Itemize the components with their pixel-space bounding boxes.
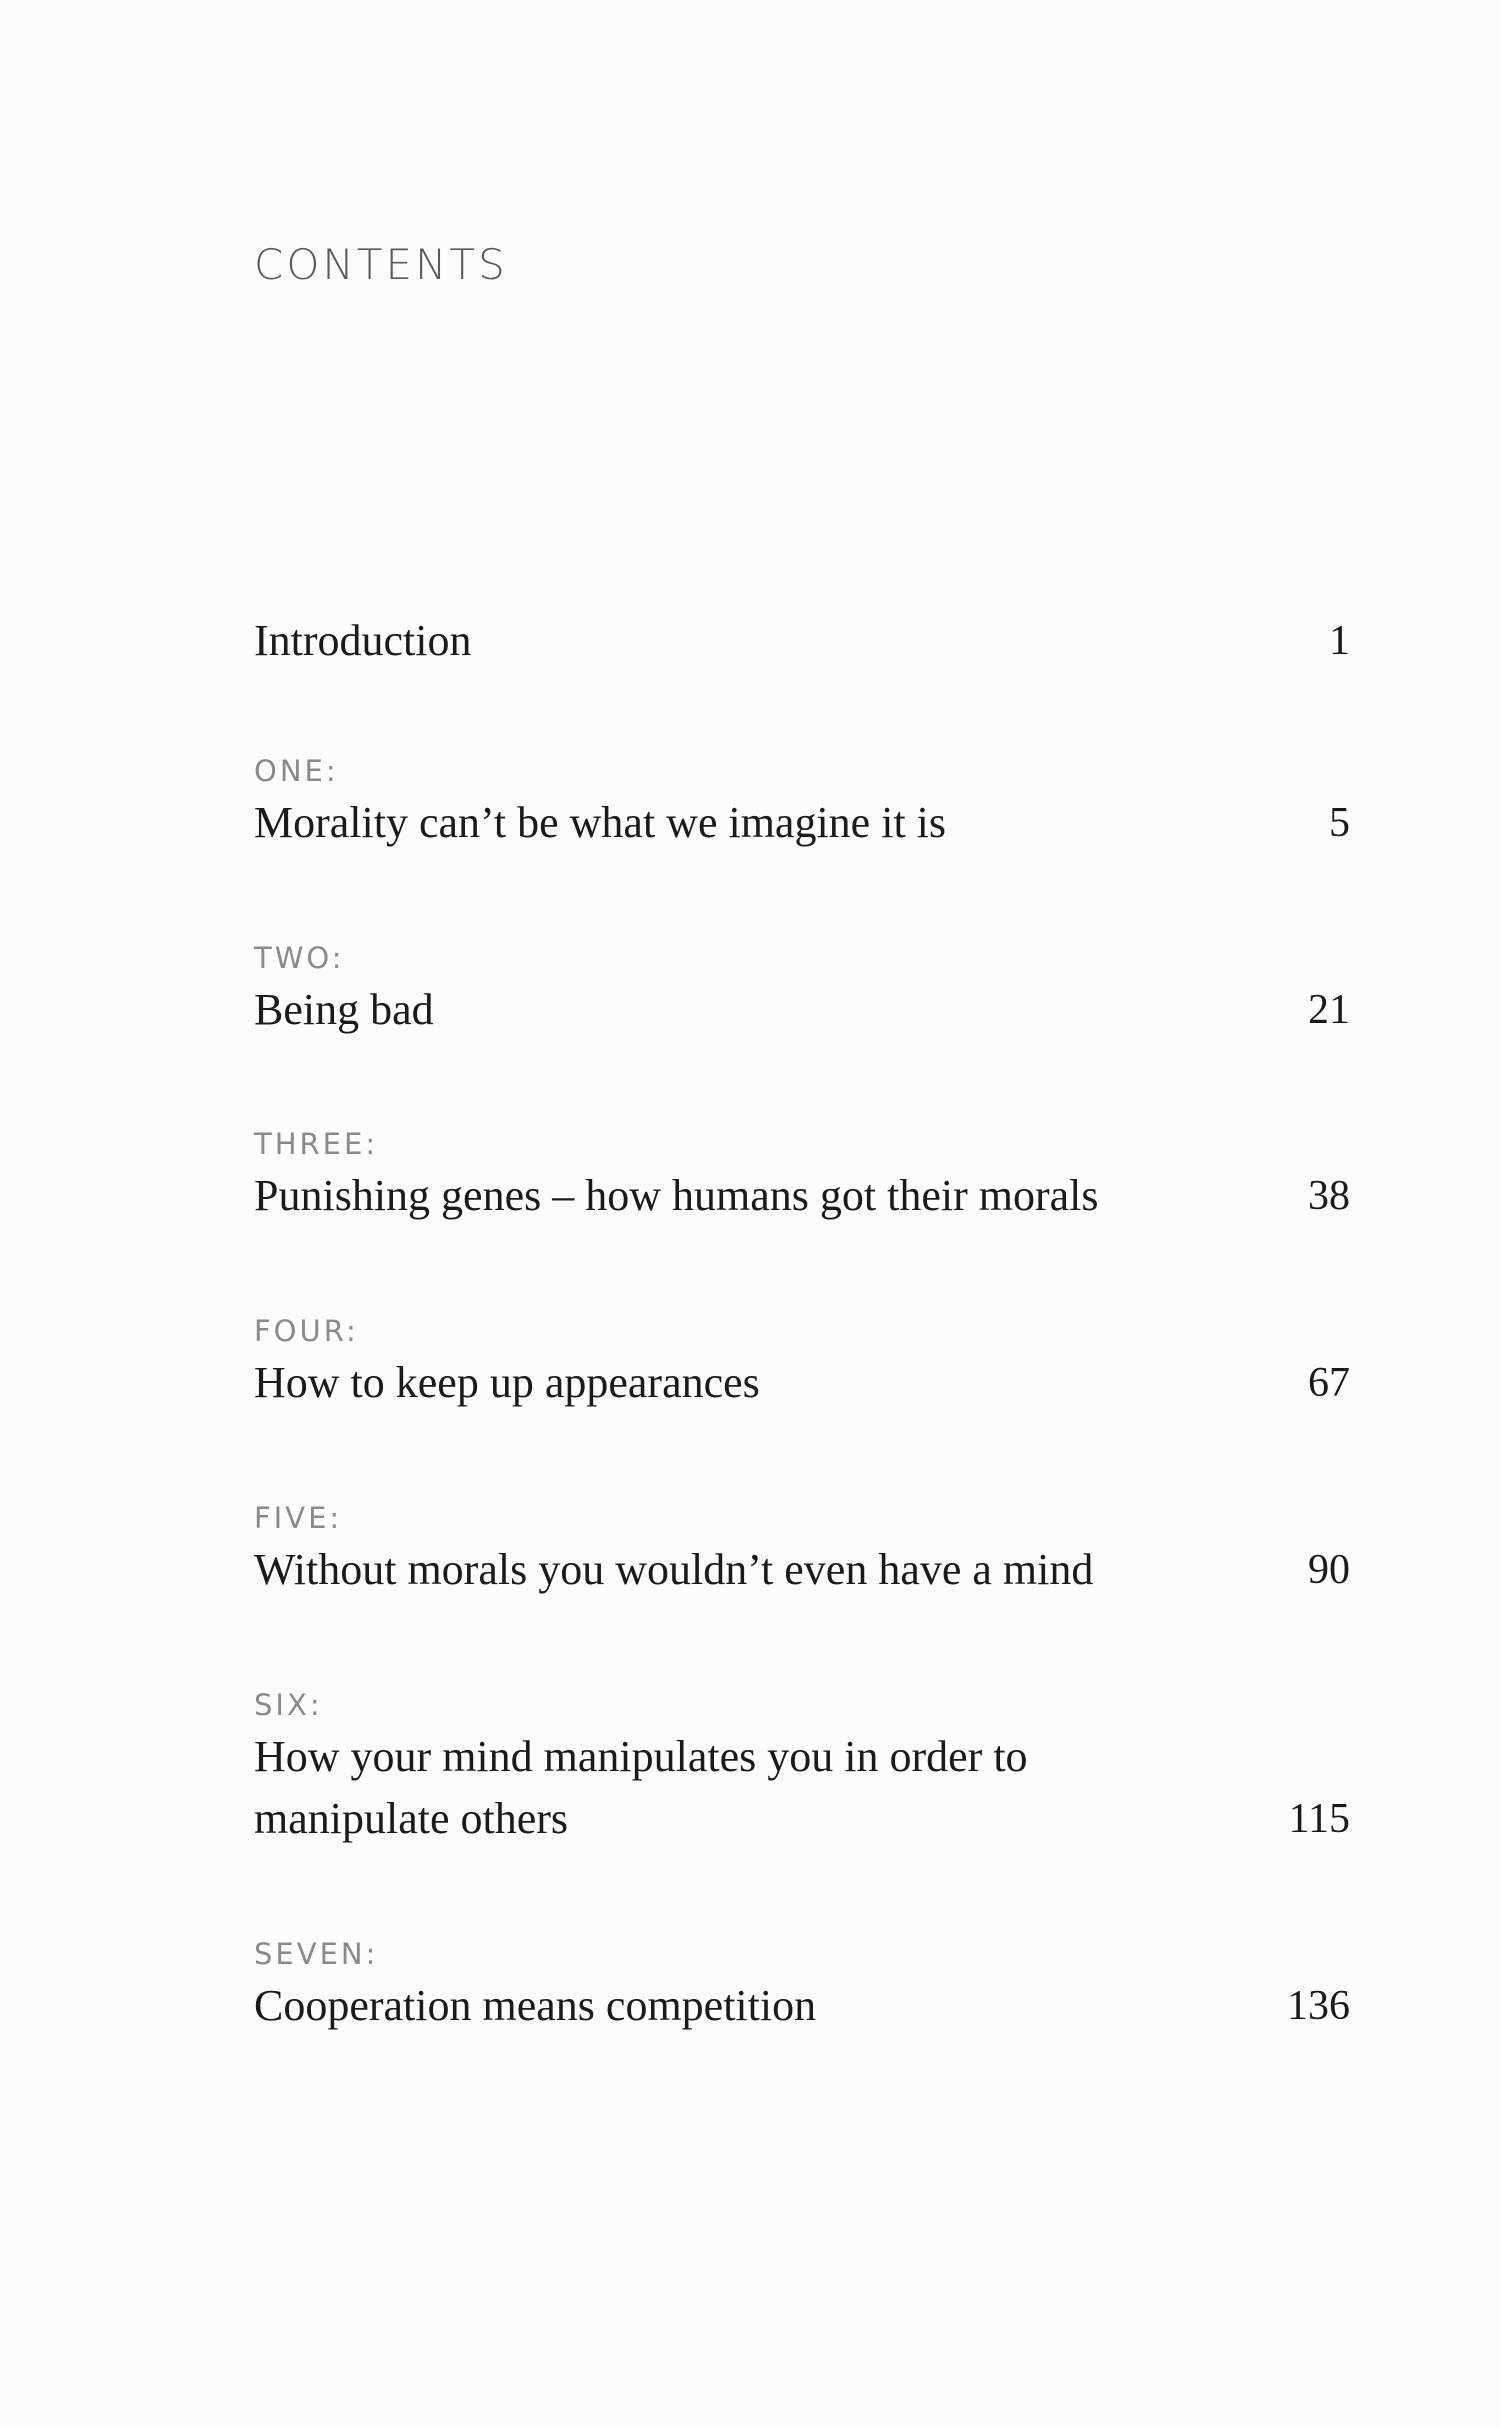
- chapter-label: TWO:: [254, 941, 345, 975]
- toc-page-number: 21: [1308, 987, 1350, 1033]
- toc-page-number: 67: [1308, 1360, 1350, 1406]
- toc-title-row: [254, 1726, 1350, 1850]
- chapter-label: ONE:: [254, 754, 339, 788]
- toc-page-number: 38: [1308, 1173, 1350, 1219]
- toc-title-row: [254, 1539, 1350, 1601]
- toc-title: Cooperation means competition: [254, 1981, 817, 2030]
- toc-entry-three: [254, 1123, 1350, 1227]
- toc-entry-introduction: [254, 610, 1350, 672]
- toc-title-row: [254, 979, 1350, 1041]
- toc-title: Introduction: [254, 616, 472, 665]
- toc-entry-four: [254, 1310, 1350, 1414]
- toc-title-row: [254, 1165, 1350, 1227]
- toc-entry-five: [254, 1497, 1350, 1601]
- chapter-label: SIX:: [254, 1688, 323, 1722]
- chapter-label: THREE:: [254, 1127, 379, 1161]
- toc-entry-two: [254, 937, 1350, 1041]
- toc-entry-seven: [254, 1933, 1350, 2037]
- toc-title-row: [254, 1352, 1350, 1414]
- toc-title-row: [254, 1975, 1350, 2037]
- chapter-label: SEVEN:: [254, 1937, 379, 1971]
- toc-title: Morality can’t be what we imagine it is: [254, 798, 947, 847]
- toc-page-number: 90: [1308, 1547, 1350, 1593]
- toc-entry-six: [254, 1684, 1350, 1850]
- toc-page-number: 1: [1329, 618, 1350, 664]
- chapter-label: FIVE:: [254, 1501, 343, 1535]
- toc-page-number: 115: [1288, 1796, 1350, 1842]
- chapter-label: FOUR:: [254, 1314, 359, 1348]
- page-title: CONTENTS: [254, 240, 508, 289]
- toc-page-number: 5: [1329, 800, 1350, 846]
- toc-page-number: 136: [1287, 1983, 1350, 2029]
- toc-title: How to keep up appearances: [254, 1358, 760, 1407]
- toc-title-row: [254, 792, 1350, 854]
- toc-title: Without morals you wouldn’t even have a mind: [254, 1545, 1094, 1594]
- toc-entry-one: [254, 750, 1350, 854]
- toc-title: Being bad: [254, 985, 434, 1034]
- toc-title-row: [254, 610, 1350, 672]
- toc-title: How your mind manipulates you in order to manipulate others: [254, 1732, 1028, 1843]
- toc-title: Punishing genes – how humans got their morals: [254, 1171, 1099, 1220]
